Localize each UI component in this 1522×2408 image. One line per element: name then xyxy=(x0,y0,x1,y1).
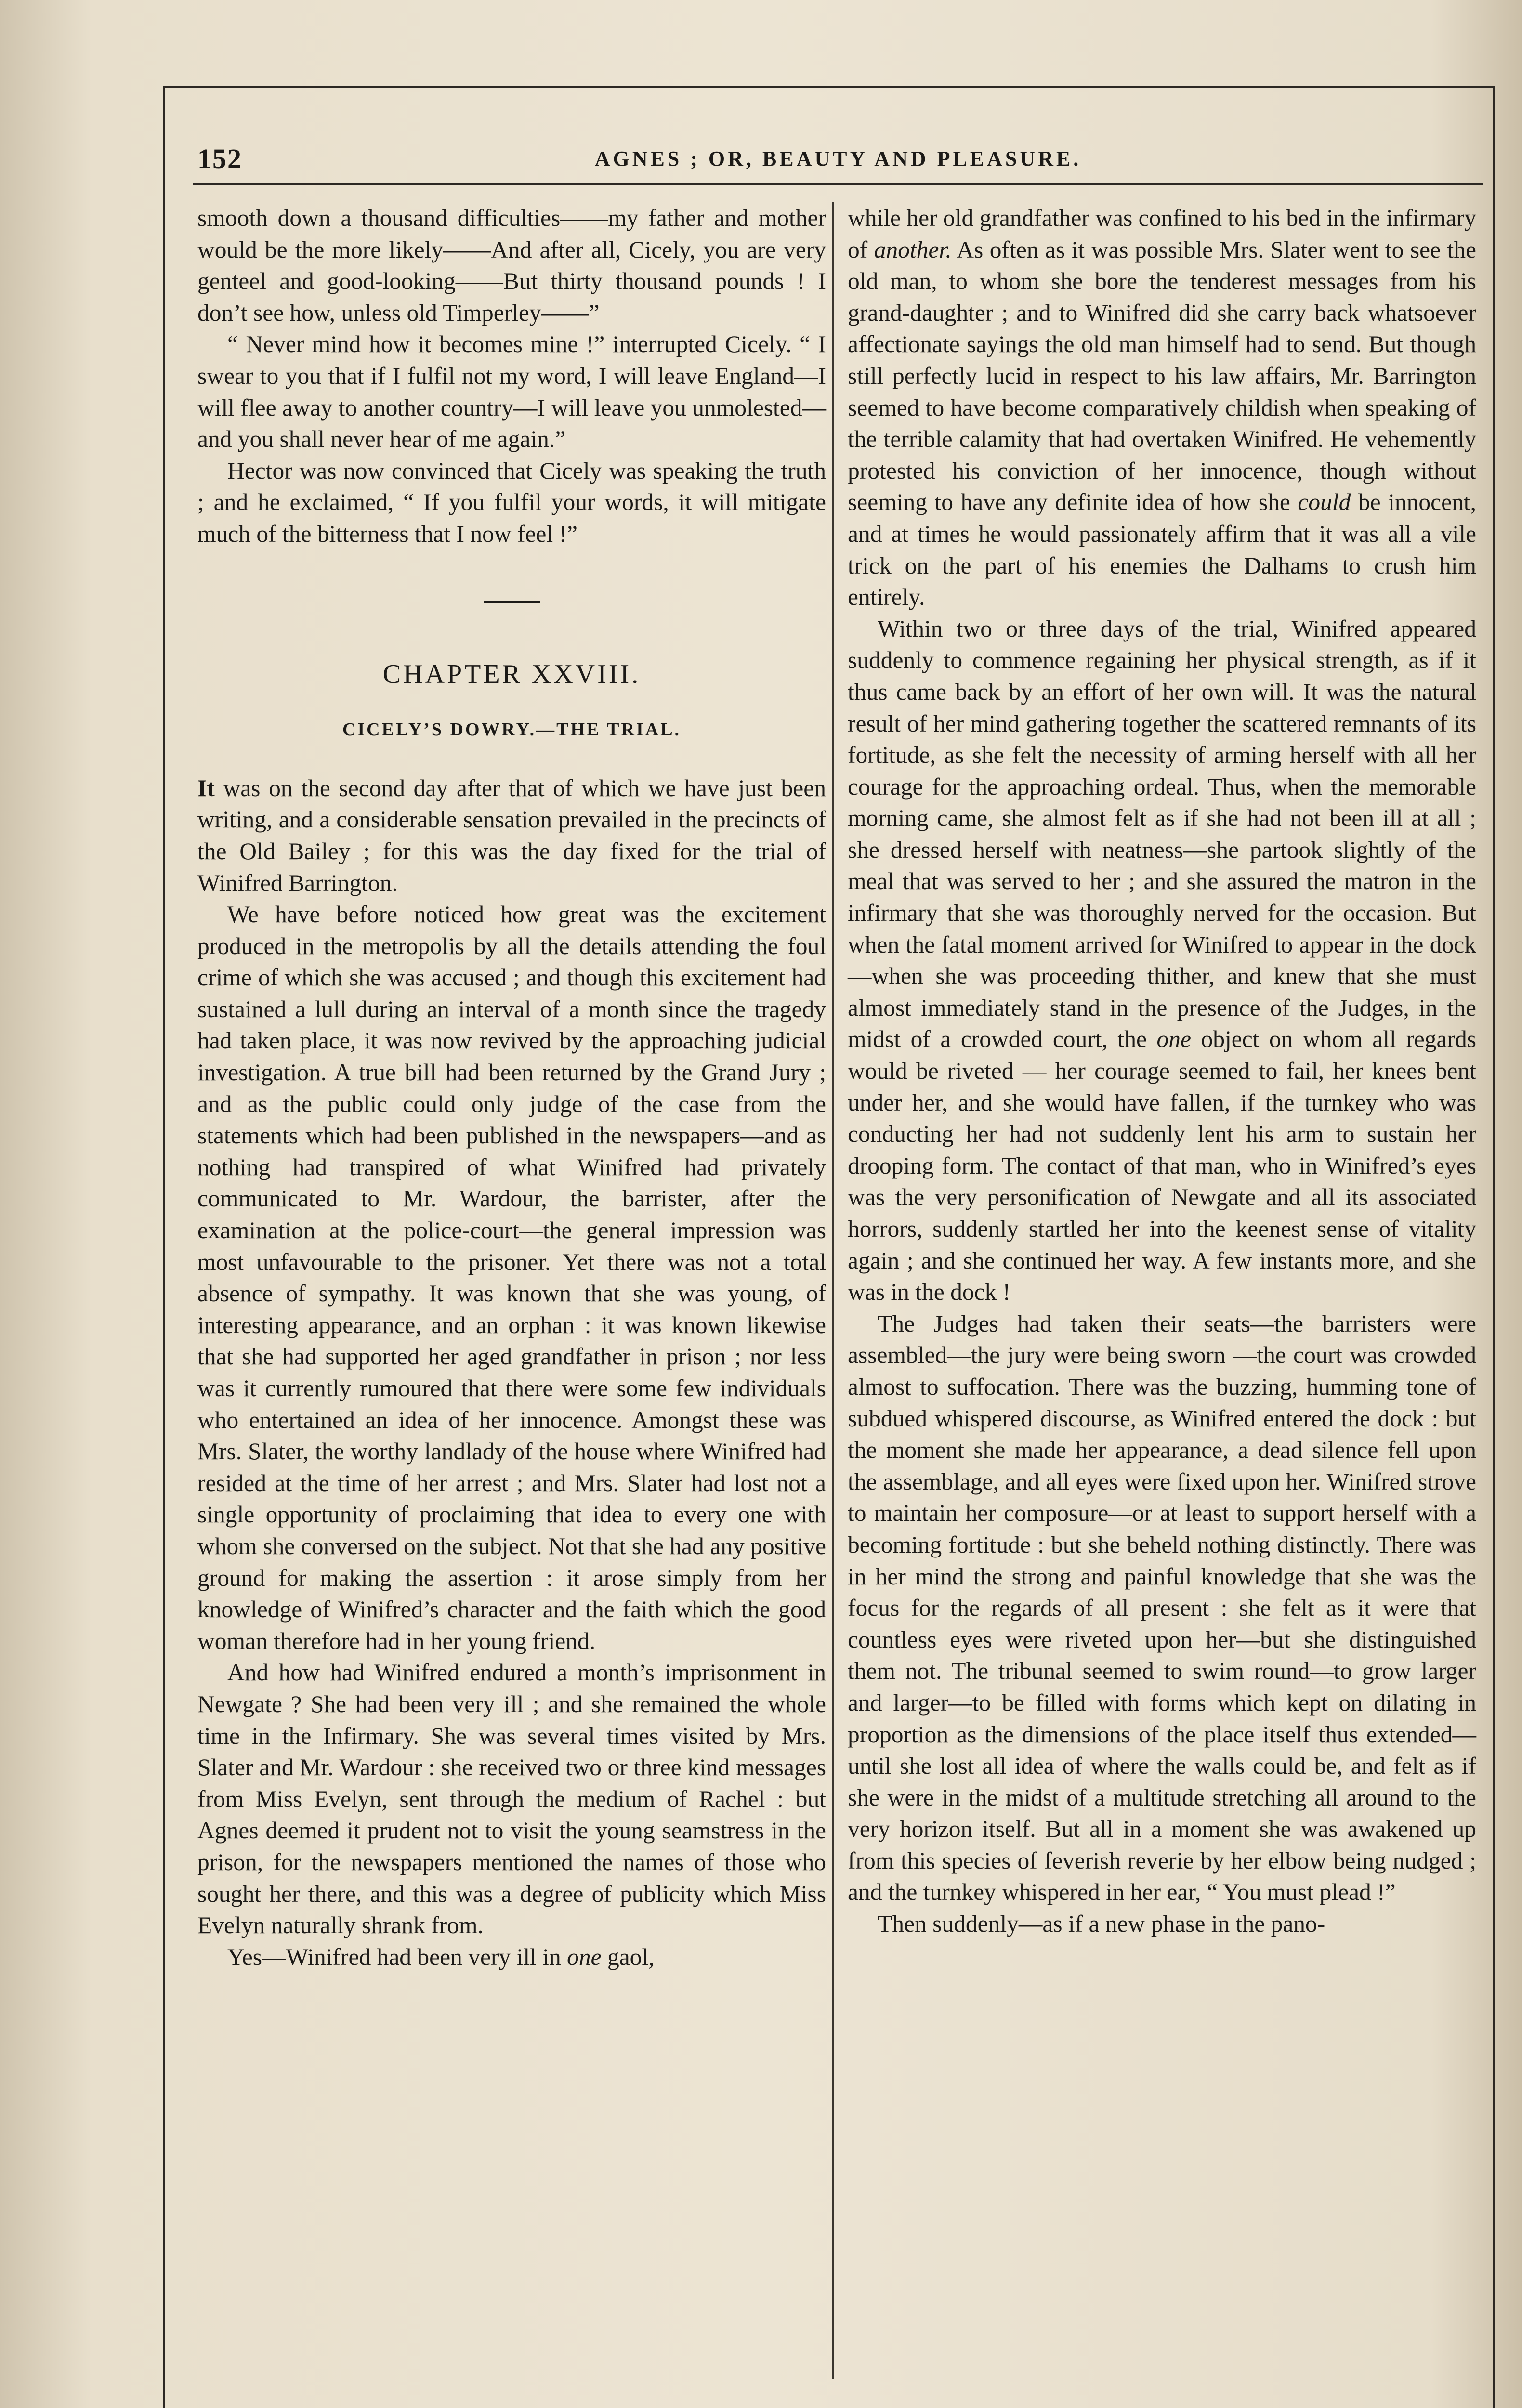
paragraph xyxy=(197,1941,826,1973)
chapter-subtitle: CICELY’S DOWRY.—THE TRIAL. xyxy=(342,720,682,740)
paragraph xyxy=(848,202,1476,613)
paragraph: “ Never mind how it becomes mine !” interrupted Cicely. “ I swear to you that if I fulfil not my word, I will leave England—I will flee away to another country—I will leave you unmolested—and you shall never hear of me again.” xyxy=(197,331,826,453)
emphasis: one xyxy=(567,1943,602,1970)
paragraph-opening xyxy=(197,772,826,899)
paragraph: And how had Winifred endured a month’s imprisonment in Newgate ? She had been very ill ; and she remained the whole time in the Infirmary. She was several times visited by Mrs. Slater and Mr. Wardour : she received two or three kind messages from Miss Evelyn, sent through the medium of Rachel : but Agnes deemed it prudent not to visit the young seamstress in the prison, for the newspapers mentioned the names of those who sought her there, and this was a degree of publicity which Miss Evelyn naturally shrank from. xyxy=(197,1659,826,1939)
emphasis: could xyxy=(1298,489,1351,516)
left-column xyxy=(197,202,826,1973)
paragraph: Then suddenly—as if a new phase in the pano- xyxy=(878,1911,1325,1937)
paragraph-text: while her old grandfather was confined to his bed in the infirmary of xyxy=(848,205,1476,263)
paragraph-text: object on whom all regards would be riveted — her courage seemed to fail, her knees bent under her, and she would have fallen, if the turnkey who was conducting her had not suddenly lent his arm to sustain her drooping form. The contact of that man, who in Winifred’s eyes was the very personification of Newgate and all its associated horrors, suddenly startled her into the keenest sense of vitality again ; and she continued her way. A few instants more, and she was in the dock ! xyxy=(848,1026,1476,1306)
page-number: 152 xyxy=(197,143,242,174)
paragraph-text: be innocent, and at times he would passionately affirm that it was all a vile trick on the part of his enemies the Dalhams to crush him entirely. xyxy=(848,489,1476,611)
page-header xyxy=(193,140,1483,185)
section-divider xyxy=(484,601,540,603)
drop-cap: It xyxy=(197,774,215,801)
chapter-title: CHAPTER XXVIII. xyxy=(382,659,641,689)
paragraph-text: was on the second day after that of which we have just been writing, and a considerable sensation prevailed in the precincts of the Old Bailey ; for this was the day fixed for the trial of Winifred Barrington. xyxy=(197,774,826,896)
right-column xyxy=(848,202,1476,1940)
paragraph xyxy=(848,613,1476,1308)
paragraph: smooth down a thousand difficulties——my father and mother would be the more likely——And after all, Cicely, you are very genteel and good-looking——But thirty thousand pounds ! I don’t see how, unless old Timperley——” xyxy=(197,205,826,326)
emphasis: one xyxy=(1156,1026,1191,1053)
running-title: AGNES ; OR, BEAUTY AND PLEASURE. xyxy=(594,147,1082,170)
paragraph: Hector was now convinced that Cicely was speaking the truth ; and he exclaimed, “ If you fulfil your words, it will mitigate much of the bitterness that I now feel !” xyxy=(197,457,826,547)
paragraph-text: As often as it was possible Mrs. Slater went to see the old man, to whom she bore the tenderest messages from his grand-daughter ; and to Winifred did she carry back whatsoever affectionate sayings the old man himself had to send. But though still perfectly lucid in respect to his law affairs, Mr. Barrington seemed to have become comparatively childish when speaking of the terrible calamity that had overtaken Winifred. He vehemently protested his conviction of her innocence, though without seeming to have any definite idea of how she xyxy=(848,236,1477,516)
paragraph: The Judges had taken their seats—the barristers were assembled—the jury were being sworn —the court was crowded almost to suffocation. There was the buzzing, humming tone of subdued whispered discourse, as Winifred entered the dock : but the moment she made her appearance, a dead silence fell upon the assemblage, and all eyes were fixed upon her. Winifred strove to maintain her composure—or at least to support herself with a becoming fortitude : but she beheld nothing distinctly. There was in her mind the strong and painful knowledge that she was the focus for the regards of all present : she felt as it were that countless eyes were riveted upon her—but she distinguished them not. The tribunal seemed to swim round—to grow larger and larger—to be filled with forms which kept on dilating in proportion as the dimensions of the place itself thus extended—until she lost all idea of where the walls could be, and felt as if she were in the midst of a multitude stretching all around to the very horizon itself. But all in a moment she was awakened up from this species of feverish reverie by her elbow being nudged ; and the turnkey whispered in her ear, “ You must plead !” xyxy=(848,1310,1476,1906)
column-divider xyxy=(832,202,834,2379)
paragraph-text: Yes—Winifred had been very ill in xyxy=(227,1943,567,1970)
paragraph-text: gaol, xyxy=(601,1943,655,1970)
paragraph-text: Within two or three days of the trial, Winifred appeared suddenly to commence regaining her physical strength, as if it thus came back by an effort of her own will. It was the natural result of her mind gathering together the scattered remnants of its fortitude, as she felt the necessity of arming herself with all her courage for the approaching ordeal. Thus, when the memorable morning came, she almost felt as if she had not been ill at all ; she dressed herself with neatness—she partook slightly of the meal that was served to her ; and she assured the matron in the infirmary that she was thoroughly nerved for the occasion. But when the fatal moment arrived for Winifred to appear in the dock—when she was proceeding thither, and knew that she must almost immediately stand in the presence of the Judges, in the midst of a crowded court, the xyxy=(848,615,1476,1053)
paragraph: We have before noticed how great was the excitement produced in the metropolis by all the details attending the foul crime of which she was accused ; and though this excitement had sustained a lull during an interval of a month since the tragedy had taken place, it was now revived by the approaching judicial investigation. A true bill had been returned by the Grand Jury ; and as the public could only judge of the case from the statements which had been published in the newspapers—and as nothing had transpired of what Winifred had privately communicated to Mr. Wardour, the barrister, after the examination at the police-court—the general impression was most unfavourable to the prisoner. Yet there was not a total absence of sympathy. It was known that she was young, of interesting appearance, and an orphan : it was known likewise that she had supported her aged grandfather in prison ; nor less was it currently rumoured that there were some few individuals who entertained an idea of her innocence. Amongst these was Mrs. Slater, the worthy landlady of the house where Winifred had resided at the time of her arrest ; and Mrs. Slater had lost not a single opportunity of proclaiming that idea to every one with whom she conversed on the subject. Not that she had any positive ground for making the assertion : it arose simply from her knowledge of Winifred’s character and the faith which the good woman therefore had in her young friend. xyxy=(197,901,826,1654)
emphasis: another. xyxy=(874,236,952,263)
